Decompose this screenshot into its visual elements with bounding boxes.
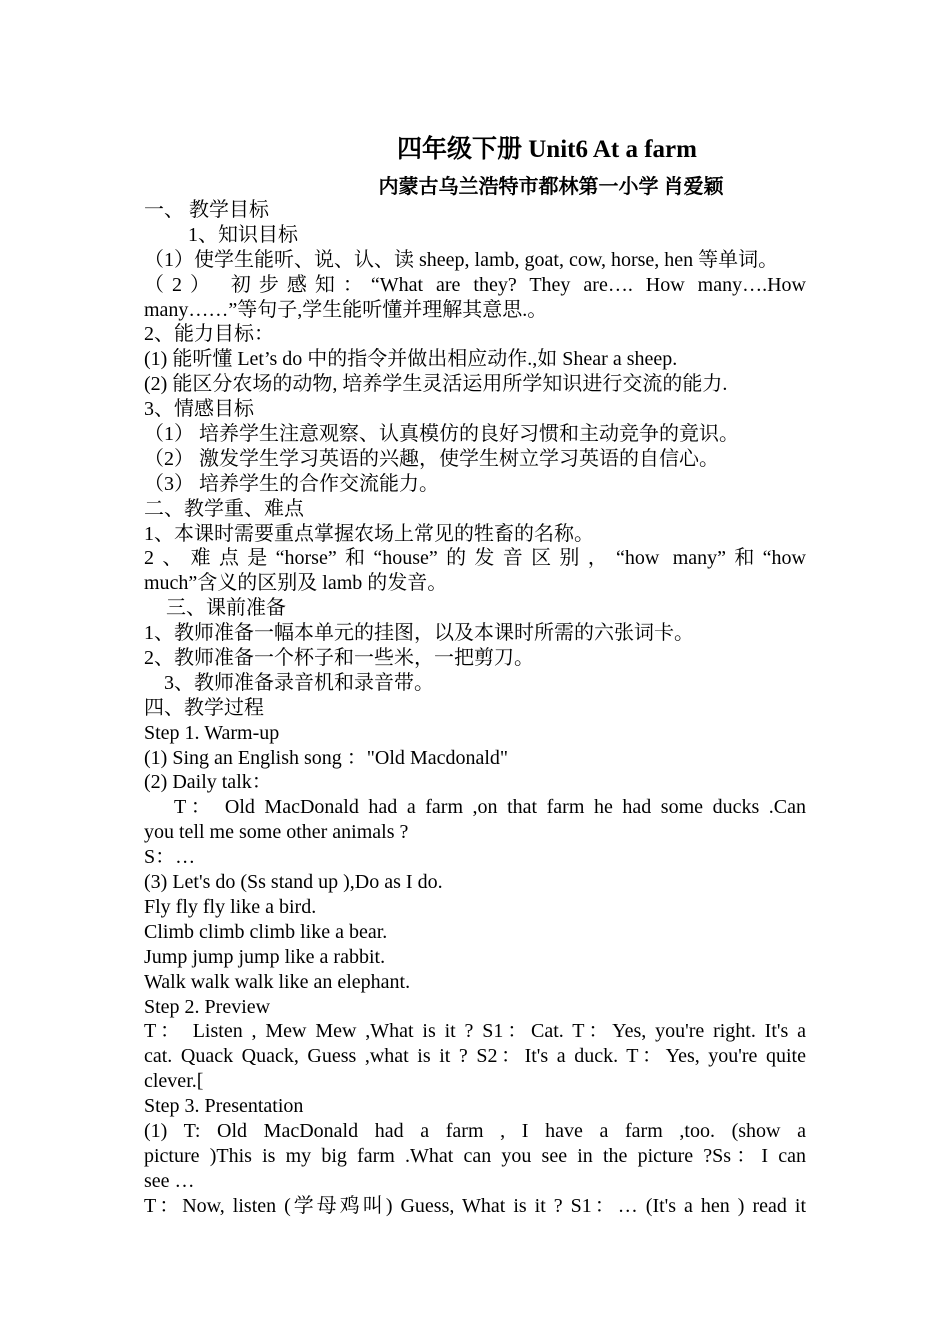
dialogue-line: picture )This is my big farm .What can you see in the picture ?Ss：I can — [144, 1144, 806, 1167]
paragraph-line: 2、教师准备一个杯子和一些米，一把剪刀。 — [144, 647, 534, 670]
section-heading-objectives: 一、 教学目标 — [144, 199, 269, 221]
step-heading: Step 1. Warm-up — [144, 721, 280, 744]
paragraph-line: (3) Let's do (Ss stand up ),Do as I do. — [144, 871, 443, 894]
chant-line: Jump jump jump like a rabbit. — [144, 945, 386, 968]
chant-line: Fly fly fly like a bird. — [144, 895, 317, 918]
paragraph-line: (1) Sing an English song ："Old Macdonald" — [144, 746, 509, 769]
step-heading: Step 3. Presentation — [144, 1095, 304, 1118]
dialogue-line: T： Listen , Mew Mew ,What is it ? S1：Cat. T：Yes, you're right. It's a — [144, 1020, 806, 1043]
paragraph-line: (2) 能区分农场的动物, 培养学生灵活运用所学知识进行交流的能力. — [144, 373, 728, 396]
paragraph-line: （1）使学生能听、说、认、读 sheep, lamb, goat, cow, horse, hen 等单词。 — [144, 248, 779, 271]
dialogue-line: (1) T: Old MacDonald had a farm , I have a farm ,too. (show a — [144, 1119, 806, 1142]
section-heading-preparation: 三、课前准备 — [166, 597, 286, 620]
subheading-ability: 2、能力目标： — [144, 323, 274, 346]
dialogue-line: T： Old MacDonald had a farm ,on that farm he had some ducks .Can — [174, 796, 806, 819]
dialogue-line: you tell me some other animals ? — [144, 821, 409, 844]
step-heading: Step 2. Preview — [144, 995, 271, 1018]
paragraph-line: (1) 能听懂 Let’s do 中的指令并做出相应动作.,如 Shear a sheep. — [144, 348, 678, 371]
paragraph-line: many……”等句子,学生能听懂并理解其意思.。 — [144, 298, 548, 321]
paragraph-line: （1） 培养学生注意观察、认真模仿的良好习惯和主动竞争的竟识。 — [144, 423, 739, 446]
document-subtitle: 内蒙古乌兰浩特市都林第一小学 肖爱颖 — [378, 176, 724, 198]
dialogue-line: T：Now, listen (学母鸡叫) Guess, What is it ? S1：… (It's a hen ) read it — [144, 1194, 806, 1217]
paragraph-line: much”含义的区别及 lamb 的发音。 — [144, 572, 448, 595]
paragraph-line: (2) Daily talk： — [144, 771, 272, 794]
paragraph-line: （2） 初步感知：“What are they? They are…. How many….How — [144, 273, 806, 296]
paragraph-line: 1、本课时需要重点掌握农场上常见的牲畜的名称。 — [144, 522, 594, 545]
dialogue-line: clever.[ — [144, 1070, 204, 1093]
subheading-knowledge: 1、知识目标 — [188, 223, 298, 246]
paragraph-line: （3） 培养学生的合作交流能力。 — [144, 472, 439, 495]
section-heading-process: 四、教学过程 — [144, 696, 264, 719]
paragraph-line: 2、难点是“horse”和“house”的发音区别，“how many”和“how — [144, 547, 806, 570]
subheading-emotion: 3、情感目标 — [144, 398, 254, 421]
paragraph-line: 3、教师准备录音机和录音带。 — [164, 671, 434, 694]
chant-line: Climb climb climb like a bear. — [144, 920, 388, 943]
paragraph-line: 1、教师准备一幅本单元的挂图，以及本课时所需的六张词卡。 — [144, 622, 694, 645]
dialogue-line: see … — [144, 1169, 195, 1192]
document-title: 四年级下册 Unit6 At a farm — [397, 136, 697, 163]
document-body — [144, 198, 806, 1219]
section-heading-keypoints: 二、教学重、难点 — [144, 497, 304, 520]
chant-line: Walk walk walk like an elephant. — [144, 970, 411, 993]
dialogue-line: cat. Quack Quack, Guess ,what is it ? S2：It's a duck. T：Yes, you're quite — [144, 1045, 806, 1068]
dialogue-line: S：… — [144, 846, 196, 869]
paragraph-line: （2） 激发学生学习英语的兴趣，使学生树立学习英语的自信心。 — [144, 447, 719, 470]
